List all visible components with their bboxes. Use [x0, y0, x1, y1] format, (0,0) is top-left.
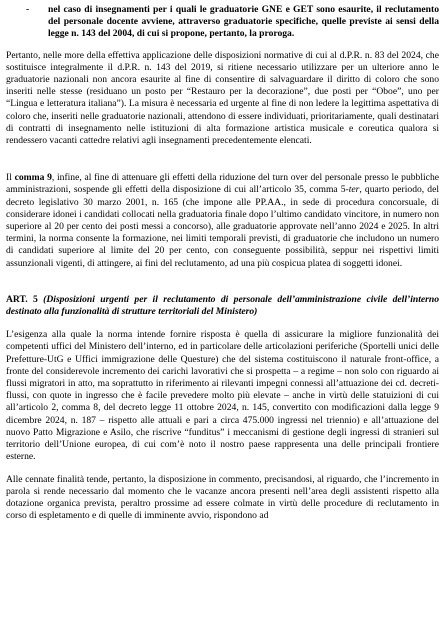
comma-9-text-part1: , infine, al fine di attenuare gli effetti della riduzione del turn over del personale presso le pubbliche amministrazioni, sospende gli effetti della disposizione di cui all’articolo 35, comma 5-	[6, 172, 439, 196]
spacer	[6, 157, 439, 172]
paragraph-comma-9	[6, 172, 439, 270]
article-heading	[6, 294, 439, 318]
article-number: ART. 5	[6, 293, 38, 305]
spacer	[6, 279, 439, 294]
comma-9-text-part2: , quarto periodo, del decreto legislativo 30 marzo 2001, n. 165 (che impone alle PP.AA., in sede di procedura concorsuale, di considerare idonei i candidati collocati nella graduatoria finale dopo l’ultimo candidato vincitore, in numero non superiore al 20 per cento dei posti messi a concorso), alle graduatorie approvate nell’anno 2024 e 2025. In altri termini, la norma consente la formazione, nei limiti temporali previsti, di graduatorie che includono un numero di candidati superiore al limite del 20 per cento, con conseguente possibilità, seppur nei rispettivi limiti assunzionali vigenti, di attingere, ai fini del reclutamento, ad una più cospicua platea di soggetti idonei.	[6, 184, 439, 269]
bullet-text: nel caso di insegnamenti per i quali le graduatorie GNE e GET sono esaurite, il reclutamento del personale docente avviene, attraverso graduatorie specifiche, quelle previste ai sensi della legge n. 143 del 2004, di cui si propone, pertanto, la proroga.	[48, 4, 439, 40]
article-title: (Disposizioni urgenti per il reclutamento di personale dell’amministrazione civile dell’interno destinato alla funzionalità di strutture territoriali del Ministero)	[6, 293, 439, 318]
comma-lead-prefix: Il	[6, 172, 15, 184]
paragraph-pertanto: Pertanto, nelle more della effettiva applicazione delle disposizioni normative di cui al d.P.R. n. 83 del 2024, che sostituisce integralmente il d.P.R. n. 143 del 2019, si ritiene necessario utilizzare per un ulteriore anno le graduatorie nazionali non ancora esaurite al fine di consentire di salvaguardare il diritto di coloro che sono inseriti nelle stesse (residuano un posto per “Restauro per la decorazione”, due posti per “Oboe”, uno per “Lingua e letteratura italiana”). La misura è necessaria ed urgente al fine di non ledere la legittima aspettativa di coloro che, inseriti nelle graduatorie nazionali, attendono di essere individuati, prioritariamente, quali destinatari di contratti di insegnamento nelle istituzioni di alta formazione artistica musicale e coreutica qualora si rendessero vacanti cattedre relativi agli insegnamenti precedentemente elencati.	[6, 49, 439, 147]
ter-italic: ter	[348, 184, 360, 196]
bullet-item	[6, 4, 439, 41]
paragraph-esigenza: L’esigenza alla quale la norma intende fornire risposta è quella di assicurare la migliore funzionalità dei competenti uffici del Ministero dell’interno, ed in particolare delle articolazioni periferiche (Sportelli unici delle Prefetture-UtG e Uffici immigrazione delle Questure) che del sistema costituiscono il naturale front-office, a fronte del considerevole incremento dei carichi lavorativi che si prospetta – a regime – non solo con riguardo ai flussi migratori in atto, ma soprattutto in riferimento ai rilevanti impegni connessi all’attuazione dei cd. decreti-flussi, con quote in ingresso che è facile prevedere molto più elevate – anche in virtù delle statuizioni di cui all’articolo 2, comma 8, del decreto legge 11 ottobre 2024, n. 145, convertito con modificazioni dalla legge 9 dicembre 2024, n. 187 – rispetto alle attuali e pari a circa 475.000 ingressi nel triennio) e all’attuazione del nuovo Patto Migrazione e Asilo, che riscrive “funditus” i meccanismi di gestione degli ingressi di stranieri sul territorio dell’Unione europea, di cui com’è noto il nostro paese rappresenta una delle principali frontiere esterne.	[6, 329, 439, 463]
comma-9-label: comma 9	[14, 172, 52, 184]
bullet-marker: -	[26, 4, 30, 15]
paragraph-finalita: Alle cennate finalità tende, pertanto, la disposizione in commento, precisandosi, al riguardo, che l’incremento in parola si rende necessario dal momento che le vacanze ancora presenti nell’area degli assistenti rispetto alla dotazione organica prevista, peraltro prossime ad essere colmate in virtù delle procedure di reclutamento in corso di espletamento e di quelle di imminente avvio, rispondono ad	[6, 473, 439, 522]
